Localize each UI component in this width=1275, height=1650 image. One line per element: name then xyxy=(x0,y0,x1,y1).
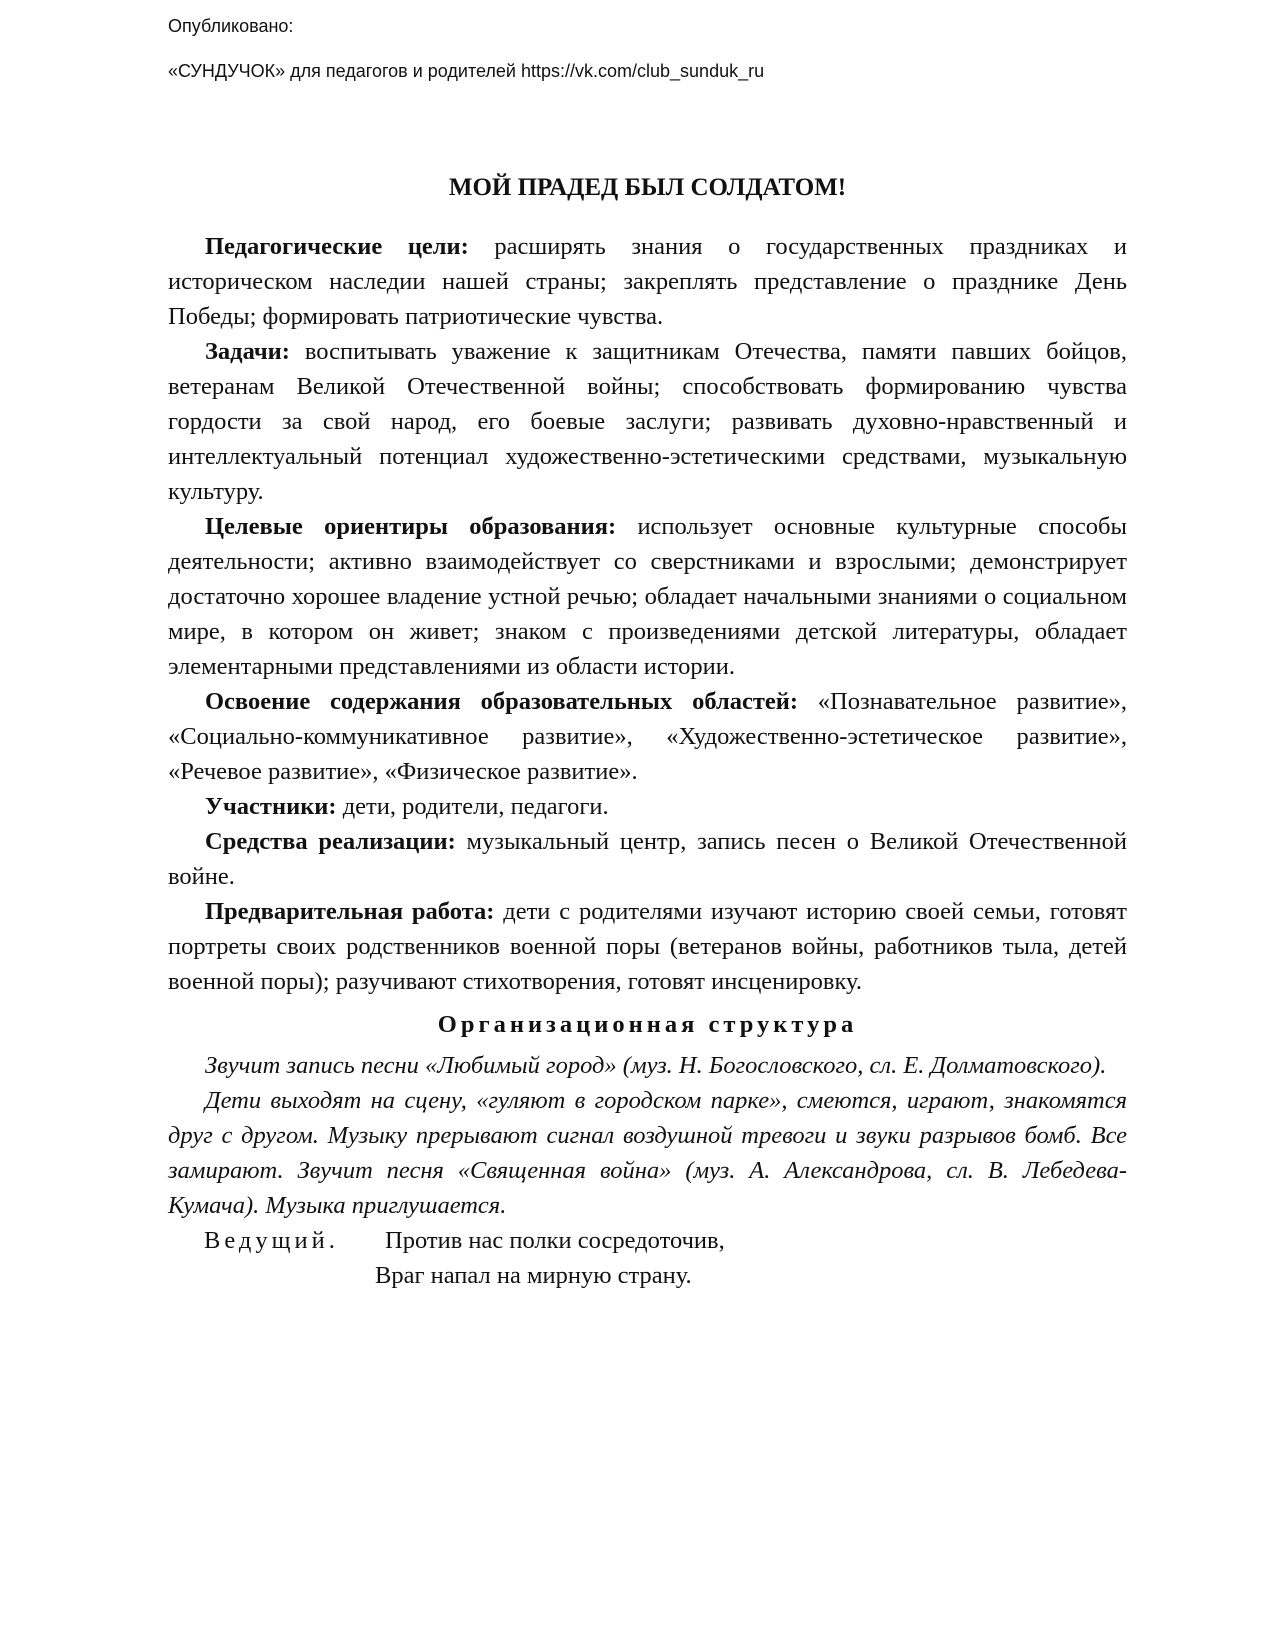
page-title: МОЙ ПРАДЕД БЫЛ СОЛДАТОМ! xyxy=(448,174,847,201)
published-label: Опубликовано: xyxy=(168,16,294,36)
stage-direction: Дети выходят на сцену, «гуляют в городском парке», смеются, играют, знакомятся друг с другом. Музыку прерывают сигнал воздушной тревоги и звуки разрывов бомб. Все замирают. Звучит песня «Священная война» (муз. А. Александрова, сл. В. Лебедева-Кумача). Музыка приглушается. xyxy=(168,1087,1127,1219)
paragraph-targets: Целевые ориентиры образования: использует основные культурные способы деятельности; активно взаимодействует со сверстниками и взрослыми; демонстрирует достаточно хорошее владение устной речью; обладает начальными знаниями о социальном мире, в котором он живет; знаком с произведениями детской литературы, обладает элементарными представлениями из области истории. xyxy=(168,513,1127,680)
document-body xyxy=(168,170,1127,1293)
verse-line: Враг напал на мирную страну. xyxy=(375,1262,692,1289)
verse-block xyxy=(168,1223,1127,1293)
source-line: «СУНДУЧОК» для педагогов и родителей https://vk.com/club_sunduk_ru xyxy=(168,61,765,81)
paragraph-preparation: Предварительная работа: дети с родителями изучают историю своей семьи, готовят портреты своих родственников военной поры (ветеранов войны, работников тыла, детей военной поры); разучивают стихотворения, готовят инсценировку. xyxy=(168,898,1127,995)
paragraph-goals: Педагогические цели: расширять знания о государственных праздниках и историческом наследии нашей страны; закреплять представление о празднике День Победы; формировать патриотические чувства. xyxy=(168,233,1127,330)
paragraph-areas: Освоение содержания образовательных областей: «Познавательное развитие», «Социально-коммуникативное развитие», «Художественно-эстетическое развитие», «Речевое развитие», «Физическое развитие». xyxy=(168,688,1127,785)
paragraph-participants: Участники: дети, родители, педагоги. xyxy=(205,793,609,820)
paragraph-means: Средства реализации: музыкальный центр, запись песен о Великой Отечественной войне. xyxy=(168,828,1127,890)
section-heading: Организационная структура xyxy=(437,1011,858,1038)
speaker-name: Ведущий. xyxy=(204,1227,339,1254)
paragraph-tasks: Задачи: воспитывать уважение к защитникам Отечества, памяти павших бойцов, ветеранам Великой Отечественной войны; способствовать формированию чувства гордости за свой народ, его боевые заслуги; развивать духовно-нравственный и интеллектуальный потенциал художественно-эстетическими средствами, музыкальную культуру. xyxy=(168,338,1127,505)
stage-direction: Звучит запись песни «Любимый город» (муз. Н. Богословского, сл. Е. Долматовского). xyxy=(205,1052,1107,1079)
verse-line: Против нас полки сосредоточив, xyxy=(385,1227,725,1254)
